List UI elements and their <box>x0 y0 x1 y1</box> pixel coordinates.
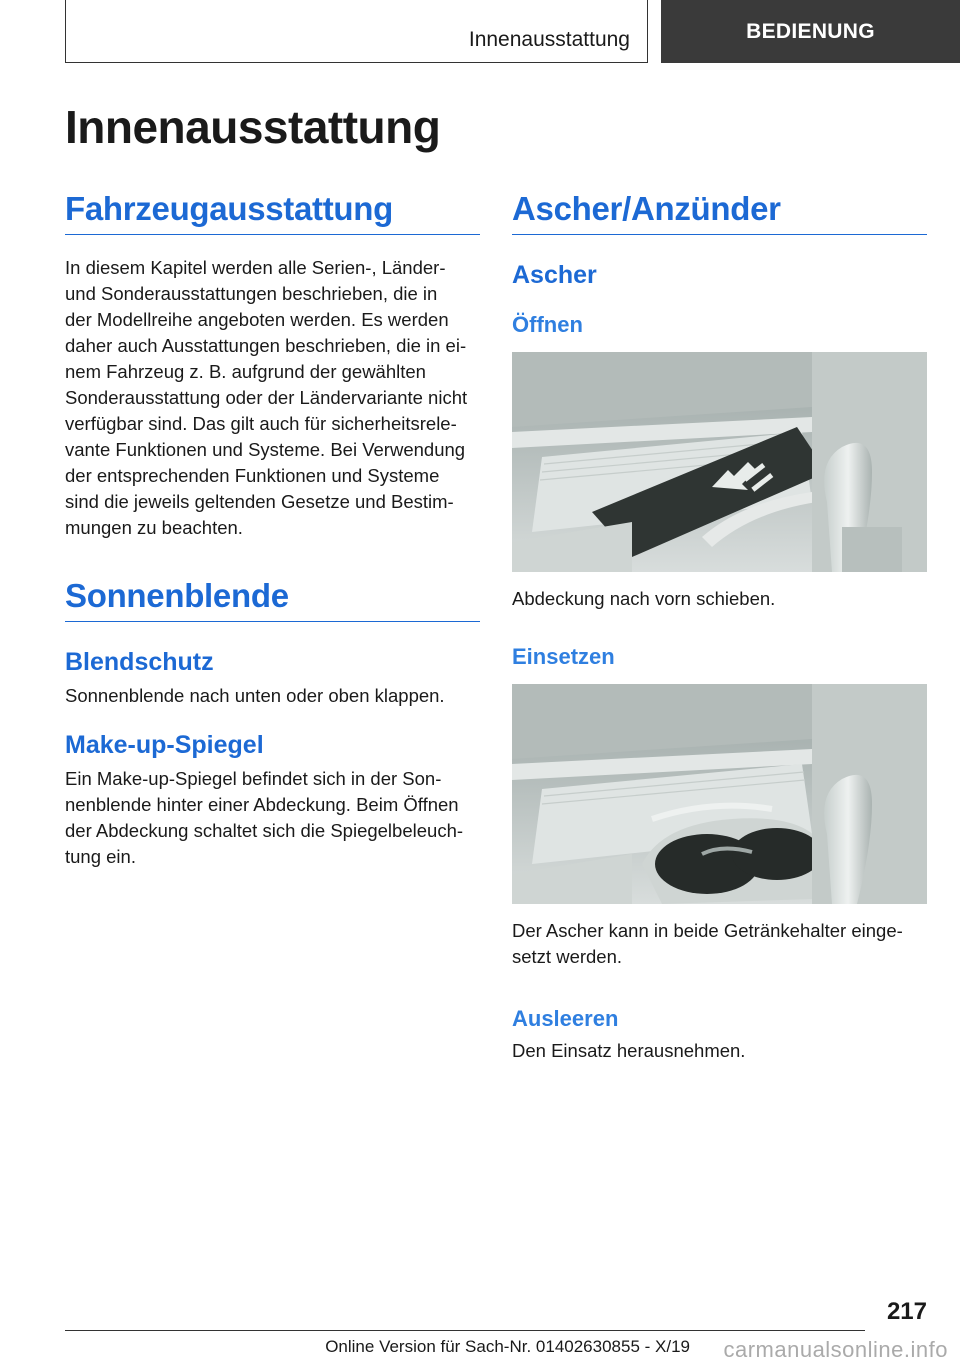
heading-oeffnen: Öffnen <box>512 312 583 337</box>
page-title: Innenausstattung <box>65 101 441 153</box>
header-chapter-tab: BEDIENUNG <box>661 0 960 63</box>
footer-divider <box>65 1330 865 1331</box>
footer-online-version: Online Version für Sach-Nr. 01402630855 - X/19 <box>325 1337 690 1356</box>
heading-make-up-spiegel: Make-up-Spiegel <box>65 731 264 759</box>
einsetzen-caption <box>512 918 927 970</box>
left-column <box>65 190 480 870</box>
text-line: vante Funktionen und Systeme. Bei Verwendung <box>65 439 466 460</box>
photo-ashtray-inserted <box>512 684 927 904</box>
watermark: carmanualsonline.info <box>723 1337 948 1362</box>
text-line: Der Ascher kann in beide Getränkehalter einge‐ <box>512 920 903 941</box>
heading-sonnenblende: Sonnenblende <box>65 577 480 622</box>
text-line: In diesem Kapitel werden alle Serien‐, Länder‐ <box>65 257 446 278</box>
page-number: 217 <box>886 1298 927 1325</box>
heading-blendschutz: Blendschutz <box>65 648 214 676</box>
heading-ascher-anzuender: Ascher/Anzünder <box>512 190 927 235</box>
text-line: nenblende hinter einer Abdeckung. Beim Öffnen <box>65 794 459 815</box>
header-section-title: Innenausstattung <box>468 28 630 51</box>
text-line: der Abdeckung schaltet sich die Spiegelbeleuch‐ <box>65 820 464 841</box>
text-line: der Modellreihe angeboten werden. Es werden <box>65 309 449 330</box>
blendschutz-text: Sonnenblende nach unten oder oben klappen. <box>65 685 445 706</box>
fahrzeugausstattung-text <box>65 255 480 541</box>
text-line: nem Fahrzeug z. B. aufgrund der gewählten <box>65 361 426 382</box>
text-line: verfügbar sind. Das gilt auch für sicherheitsrele‐ <box>65 413 457 434</box>
text-line: daher auch Ausstattungen beschrieben, die in ei‐ <box>65 335 467 356</box>
heading-fahrzeugausstattung: Fahrzeugausstattung <box>65 190 480 235</box>
text-line: Sonderausstattung oder der Ländervariante nicht <box>65 387 468 408</box>
make-up-spiegel-text <box>65 766 480 870</box>
text-line: mungen zu beachten. <box>65 517 243 538</box>
heading-ausleeren: Ausleeren <box>512 1006 619 1031</box>
photo-ashtray-open <box>512 352 927 572</box>
text-line: und Sonderausstattungen beschrieben, die in <box>65 283 438 304</box>
text-line: Ein Make-up-Spiegel befindet sich in der Son‐ <box>65 768 442 789</box>
heading-ascher: Ascher <box>512 261 597 289</box>
heading-einsetzen: Einsetzen <box>512 644 615 669</box>
text-line: tung ein. <box>65 846 136 867</box>
text-line: der entsprechenden Funktionen und Systeme <box>65 465 440 486</box>
right-column <box>512 190 927 1064</box>
oeffnen-caption: Abdeckung nach vorn schieben. <box>512 588 776 609</box>
text-line: setzt werden. <box>512 946 623 967</box>
ausleeren-text: Den Einsatz herausnehmen. <box>512 1040 746 1061</box>
text-line: sind die jeweils geltenden Gesetze und Bestim‐ <box>65 491 454 512</box>
